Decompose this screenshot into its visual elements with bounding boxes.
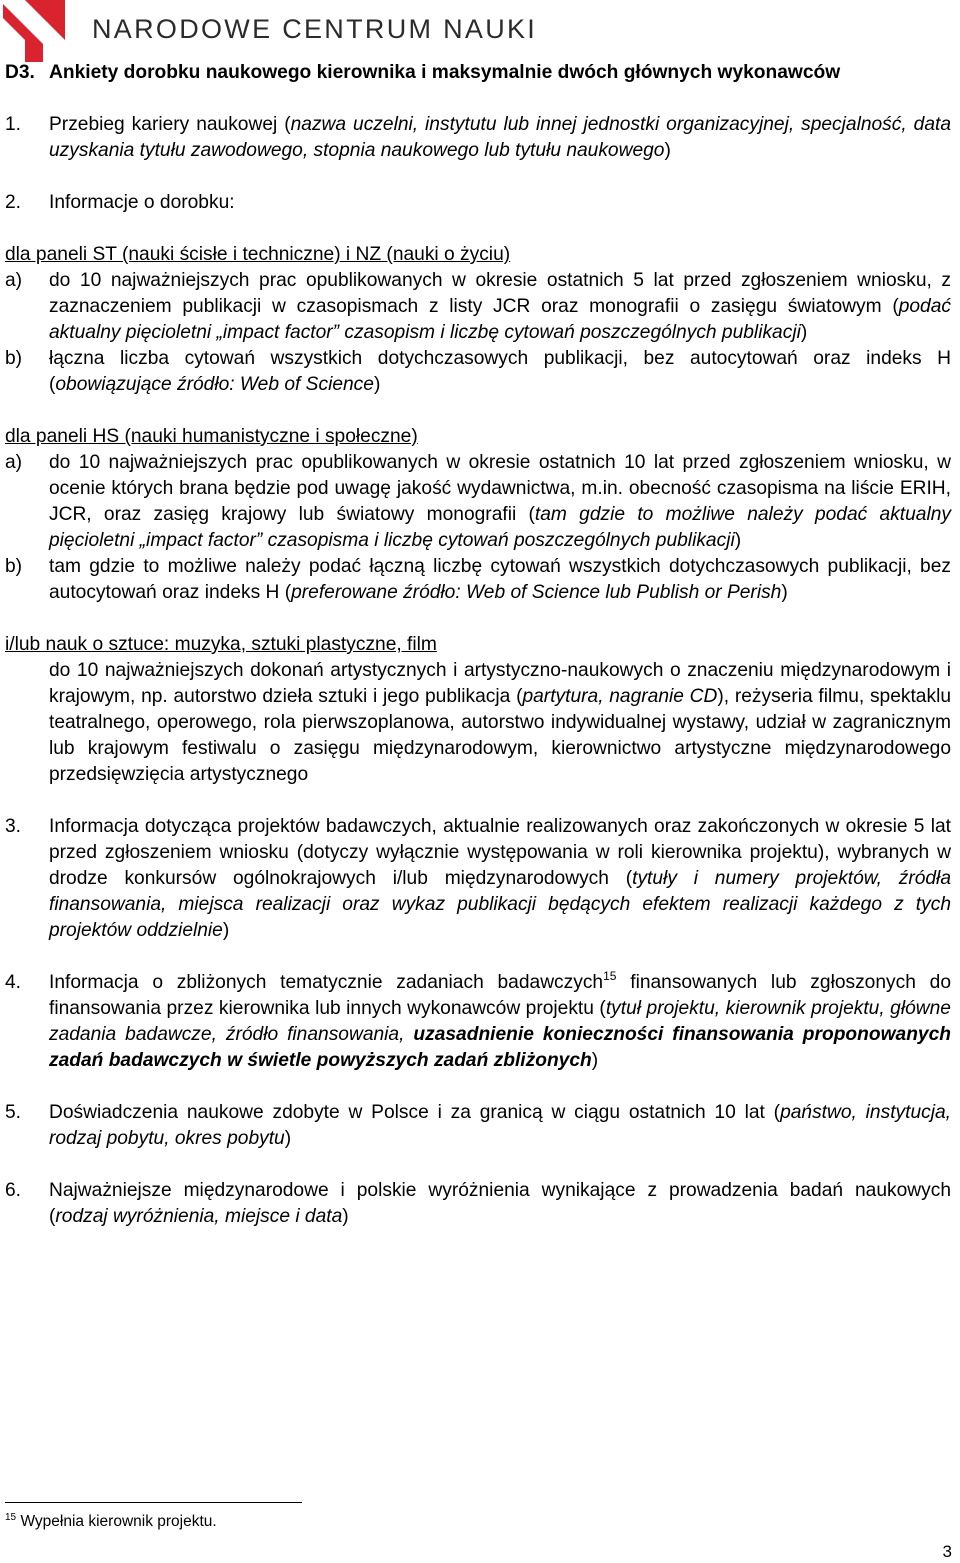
item-text-italic: państwo, instytucja, rodzaj pobytu, okres pobytu bbox=[49, 1102, 951, 1149]
hs-heading: dla paneli HS (nauki humanistyczne i społeczne) bbox=[5, 426, 418, 447]
arts-text-italic: partytura, nagranie CD bbox=[522, 686, 718, 707]
item-number: 6. bbox=[5, 1180, 22, 1201]
subitem-letter: b) bbox=[5, 556, 23, 577]
item-text: ) bbox=[591, 1050, 599, 1071]
subitem-letter: a) bbox=[5, 452, 23, 473]
item-text-italic: tytuł projektu, kierownik projektu, główne zadania badawcze, źródło finansowania, bbox=[49, 998, 951, 1045]
subitem-text: ) bbox=[373, 374, 381, 395]
subitem-letter: a) bbox=[5, 270, 23, 291]
subitem-text: ) bbox=[800, 322, 808, 343]
item-number: 5. bbox=[5, 1102, 22, 1123]
footnote-separator bbox=[5, 1502, 302, 1503]
footnote-ref: 15 bbox=[603, 969, 617, 983]
subitem-text: tam gdzie to możliwe należy podać łączną liczbę cytowań wszystkich dotychczasowych publikacji, bez autocytowań oraz indeks H ( bbox=[49, 556, 951, 603]
arts-text-part: do 10 najważniejszych dokonań artystycznych i artystyczno-naukowych o znaczeniu międzynarodowym i krajowym, np. autorstwo dzieła sztuki i jego publikacja ( bbox=[49, 660, 951, 707]
subitem-text: do 10 najważniejszych prac opublikowanych w okresie ostatnich 5 lat przed zgłoszeniem wniosku, z zaznaczeniem publikacji w czasopismach z listy JCR oraz monografii o zasięgu światowym ( bbox=[49, 270, 951, 317]
page-number: 3 bbox=[942, 1542, 952, 1561]
st-item-a bbox=[5, 268, 951, 346]
section-title bbox=[5, 60, 951, 86]
item-text: Doświadczenia naukowe zdobyte w Polsce i za granicą w ciągu ostatnich 10 lat ( bbox=[49, 1102, 781, 1123]
subitem-letter: b) bbox=[5, 348, 23, 369]
item-6 bbox=[5, 1178, 951, 1230]
subitem-text-italic: obowiązujące źródło: Web of Science bbox=[55, 374, 374, 395]
subitem-text-italic: preferowane źródło: Web of Science lub Publish or Perish bbox=[291, 582, 782, 603]
ncn-logo bbox=[3, 0, 65, 62]
footnote-text: Wypełnia kierownik projektu. bbox=[20, 1513, 217, 1530]
subitem-text-italic: podać aktualny pięcioletni „impact factor” czasopism i liczbę cytowań poszczególnych publikacji bbox=[49, 296, 951, 343]
item-text: ) bbox=[664, 140, 671, 161]
page-header bbox=[0, 0, 960, 62]
item-text-bold-italic: uzasadnienie konieczności finansowania proponowanych zadań badawczych w świetle powyższych zadań zbliżonych bbox=[49, 1024, 951, 1071]
item-text: ) bbox=[284, 1128, 292, 1149]
item-3 bbox=[5, 814, 951, 944]
item-text: ) bbox=[342, 1206, 349, 1227]
item-number: 1. bbox=[5, 114, 22, 135]
item-text: Najważniejsze międzynarodowe i polskie wyróżnienia wynikające z prowadzenia badań naukowych ( bbox=[49, 1180, 951, 1227]
subitem-text-italic: tam gdzie to możliwe należy podać aktualny pięcioletni „impact factor” czasopisma i liczbę cytowań poszczególnych publikacji bbox=[49, 504, 951, 551]
st-item-b bbox=[5, 346, 951, 398]
footnote bbox=[5, 1512, 217, 1532]
subitem-text: ) bbox=[734, 530, 742, 551]
arts-heading: i/lub nauk o sztuce: muzyka, sztuki plastyczne, film bbox=[5, 634, 437, 655]
item-text: Informacja dotycząca projektów badawczych, aktualnie realizowanych oraz zakończonych w okresie 5 lat przed zgłoszeniem wniosku (dotyczy wyłącznie występowania w roli kierownika projektu), wybranych w drodze konkursów ogólnokrajowych i/lub międzynarodowych ( bbox=[49, 816, 951, 889]
item-text-italic: rodzaj wyróżnienia, miejsce i data bbox=[55, 1206, 343, 1227]
subitem-text: do 10 najważniejszych prac opublikowanych w okresie ostatnich 10 lat przed zgłoszeniem wniosku, w ocenie których brana będzie pod uwagę jakość wydawnictwa, m.in. obecność czasopisma na liście ERIH, JCR, oraz zasięg krajowy lub światowy monografii ( bbox=[49, 452, 951, 525]
item-text-italic: tytuły i numery projektów, źródła finansowania, miejsca realizacji oraz wykaz publikacji będących efektem realizacji każdego z tych projektów oddzielnie bbox=[49, 868, 951, 941]
item-text: Przebieg kariery naukowej ( bbox=[49, 114, 291, 135]
item-number: 4. bbox=[5, 972, 22, 993]
item-text-italic: nazwa uczelni, instytutu lub innej jednostki organizacyjnej, specjalność, data uzyskania tytułu zawodowego, stopnia naukowego lub tytułu naukowego bbox=[49, 114, 951, 161]
document-body bbox=[5, 60, 951, 1230]
hs-item-b bbox=[5, 554, 951, 606]
item-text: Informacja o zbliżonych tematycznie zadaniach badawczych bbox=[49, 972, 604, 993]
item-text: Informacje o dorobku: bbox=[49, 192, 235, 213]
item-text: ) bbox=[222, 920, 230, 941]
section-code: D3. bbox=[5, 62, 35, 83]
subitem-text: łączna liczba cytowań wszystkich dotychczasowych publikacji, bez autocytowań oraz indeks H ( bbox=[49, 348, 951, 395]
footnote-number: 15 bbox=[5, 1512, 17, 1523]
brand-name: NARODOWE CENTRUM NAUKI bbox=[92, 14, 538, 44]
arts-text-part: ), reżyseria filmu, spektaklu teatralnego, operowego, rola pierwszoplanowa, autorstwo indywidualnej wystawy, udział w zagranicznym lub krajowym festiwalu o zasięgu międzynarodowym, kierownictwo artystyczne międzynarodowego przedsięwzięcia artystycznego bbox=[49, 686, 952, 785]
hs-item-a bbox=[5, 450, 951, 554]
section-title-text: Ankiety dorobku naukowego kierownika i maksymalnie dwóch głównych wykonawców bbox=[49, 62, 841, 83]
item-number: 2. bbox=[5, 192, 22, 213]
item-2 bbox=[5, 190, 951, 216]
item-4 bbox=[5, 970, 951, 1074]
subitem-text: ) bbox=[781, 582, 788, 603]
item-number: 3. bbox=[5, 816, 22, 837]
st-heading: dla paneli ST (nauki ścisłe i techniczne) i NZ (nauki o życiu) bbox=[5, 244, 511, 265]
item-text: finansowanych lub zgłoszonych do finansowania przez kierownika lub innych wykonawców projektu ( bbox=[49, 972, 951, 1019]
item-1 bbox=[5, 112, 951, 164]
arts-text bbox=[5, 658, 951, 788]
item-5 bbox=[5, 1100, 951, 1152]
